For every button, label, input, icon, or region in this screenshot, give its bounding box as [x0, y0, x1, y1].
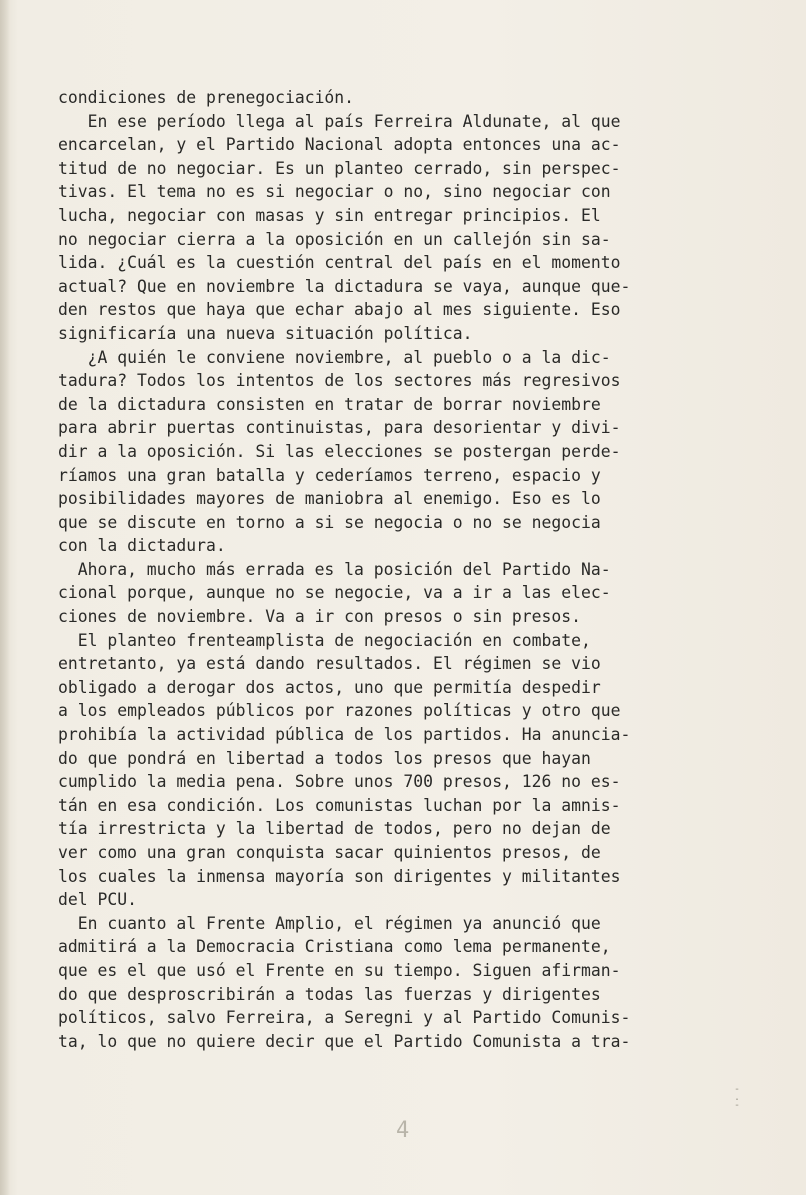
- text-line: titud de no negociar. Es un planteo cerrado, sin perspec-: [58, 158, 621, 178]
- text-line: ciones de noviembre. Va a ir con presos o sin presos.: [58, 607, 582, 627]
- text-line: El planteo frenteamplista de negociación en combate,: [58, 630, 591, 650]
- text-line: ¿A quién le conviene noviembre, al pueblo o a la dic-: [58, 347, 611, 367]
- text-line: ríamos una gran batalla y cederíamos terreno, espacio y: [58, 465, 601, 485]
- text-line: admitirá a la Democracia Cristiana como lema permanente,: [58, 937, 611, 957]
- text-line: tán en esa condición. Los comunistas luchan por la amnis-: [58, 795, 621, 815]
- text-line: do que desproscribirán a todas las fuerzas y dirigentes: [58, 984, 601, 1004]
- text-line: lida. ¿Cuál es la cuestión central del país en el momento: [58, 253, 621, 273]
- text-line: tadura? Todos los intentos de los sectores más regresivos: [58, 371, 621, 391]
- text-line: obligado a derogar dos actos, uno que permitía despedir: [58, 677, 601, 697]
- paper-specks: - . -: [734, 1084, 741, 1111]
- text-line: lucha, negociar con masas y sin entregar principios. El: [58, 205, 601, 225]
- text-line: Ahora, mucho más errada es la posición del Partido Na-: [58, 559, 611, 579]
- text-line: dir a la oposición. Si las elecciones se postergan perde-: [58, 441, 621, 461]
- text-line: En cuanto al Frente Amplio, el régimen ya anunció que: [58, 913, 601, 933]
- text-line: los cuales la inmensa mayoría son dirigentes y militantes: [58, 866, 621, 886]
- text-line: cional porque, aunque no se negocie, va a ir a las elec-: [58, 583, 611, 603]
- body-text: [58, 86, 748, 1053]
- text-line: encarcelan, y el Partido Nacional adopta entonces una ac-: [58, 135, 621, 155]
- text-line: den restos que haya que echar abajo al mes siguiente. Eso: [58, 300, 621, 320]
- text-line: cumplido la media pena. Sobre unos 700 presos, 126 no es-: [58, 772, 621, 792]
- text-line: de la dictadura consisten en tratar de borrar noviembre: [58, 394, 601, 414]
- text-line: para abrir puertas continuistas, para desorientar y divi-: [58, 418, 621, 438]
- text-line: entretanto, ya está dando resultados. El régimen se vio: [58, 654, 601, 674]
- text-line: del PCU.: [58, 890, 137, 910]
- page-number: 4: [396, 1118, 410, 1143]
- text-line: do que pondrá en libertad a todos los presos que hayan: [58, 748, 591, 768]
- text-line: que se discute en torno a si se negocia o no se negocia: [58, 512, 601, 532]
- text-line: ver como una gran conquista sacar quinientos presos, de: [58, 843, 601, 862]
- text-line: ta, lo que no quiere decir que el Partido Comunista a tra-: [58, 1031, 631, 1051]
- page-spine-shadow: [0, 0, 10, 1195]
- text-line: prohibía la actividad pública de los partidos. Ha anuncia-: [58, 725, 631, 745]
- text-line: políticos, salvo Ferreira, a Seregni y al Partido Comunis-: [58, 1008, 631, 1028]
- text-line: significaría una nueva situación política.: [58, 323, 473, 343]
- text-line: posibilidades mayores de maniobra al enemigo. Eso es lo: [58, 489, 601, 509]
- text-line: actual? Que en noviembre la dictadura se vaya, aunque que-: [58, 276, 631, 296]
- text-line: a los empleados públicos por razones políticas y otro que: [58, 701, 621, 721]
- text-line: tivas. El tema no es si negociar o no, sino negociar con: [58, 182, 611, 202]
- text-line: tía irrestricta y la libertad de todos, pero no dejan de: [58, 819, 611, 839]
- text-line: condiciones de prenegociación.: [58, 88, 355, 107]
- text-line: En ese período llega al país Ferreira Aldunate, al que: [58, 111, 621, 131]
- text-line: no negociar cierra a la oposición en un callejón sin sa-: [58, 229, 611, 249]
- text-line: que es el que usó el Frente en su tiempo. Siguen afirman-: [58, 960, 621, 980]
- text-line: con la dictadura.: [58, 536, 226, 556]
